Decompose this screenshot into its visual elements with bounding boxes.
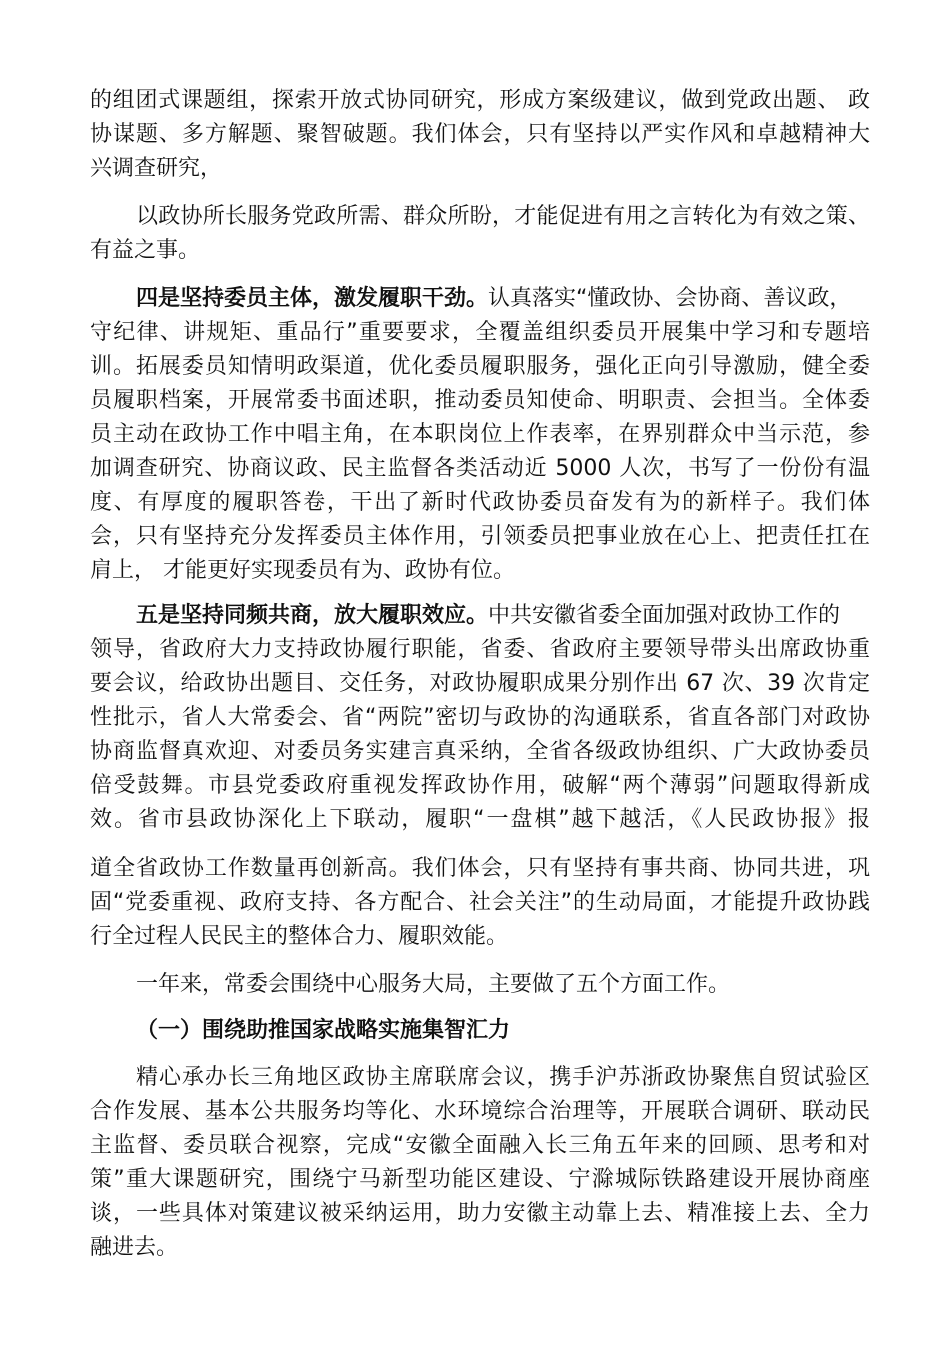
text-line: 有益之事。 — [90, 238, 201, 263]
text-line: 员主动在政协工作中唱主角，在本职岗位上作表率，在界别群众中当示范，参 — [90, 422, 870, 447]
text-line: 固“党委重视、政府支持、各方配合、社会关注”的生动局面，才能提升政协践 — [90, 890, 870, 915]
text-line: 会，只有坚持充分发挥委员主体作用，引领委员把事业放在心上、把责任扛在 — [90, 524, 870, 549]
text-line: 兴调查研究， — [90, 156, 223, 181]
paragraph-heading: 五是坚持同频共商，放大履职效应。 — [136, 603, 489, 628]
text-line: 主监督、委员联合视察，完成“安徽全面融入长三角五年来的回顾、思考和对 — [90, 1133, 870, 1158]
text-line: 度、有厚度的履职答卷，干出了新时代政协委员奋发有为的新样子。我们体 — [90, 490, 870, 515]
text-line: 领导，省政府大力支持政协履行职能，省委、省政府主要领导带头出席政协重 — [90, 637, 870, 662]
paragraph-heading: 四是坚持委员主体，激发履职干劲。 — [136, 286, 489, 311]
text-line: 性批示，省人大常委会、省“两院”密切与政协的沟通联系，省直各部门对政协 — [90, 705, 870, 730]
text-line: 的组团式课题组，探索开放式协同研究，形成方案级建议，做到党政出题、 政 — [90, 88, 870, 113]
paragraph-text: 中共安徽省委全面加强对政协工作的 — [488, 603, 841, 628]
text-line: 倍受鼓舞。市县党委政府重视发挥政协作用，破解“两个薄弱”问题取得新成 — [90, 773, 870, 798]
text-line: 员履职档案，开展常委书面述职，推动委员知使命、明职责、会担当。全体委 — [90, 388, 870, 413]
text-line: 谈，一些具体对策建议被采纳运用，助力安徽主动靠上去、精准接上去、全力 — [90, 1201, 870, 1226]
text-line: 效。省市县政协深化上下联动，履职“一盘棋”越下越活，《人民政协报》报 — [90, 807, 870, 832]
text-line: 合作发展、基本公共服务均等化、水环境综合治理等，开展联合调研、联动民 — [90, 1099, 870, 1124]
text-line: 行全过程人民民主的整体合力、履职效能。 — [90, 924, 509, 949]
text-line: 道全省政协工作数量再创新高。我们体会，只有坚持有事共商、协同共进，巩 — [90, 856, 870, 881]
paragraph-first-line — [136, 282, 870, 316]
paragraph-text: 认真落实“懂政协、会协商、善议政， — [488, 286, 852, 311]
text-line: 守纪律、讲规矩、重品行”重要要求，全覆盖组织委员开展集中学习和专题培 — [90, 320, 870, 345]
text-line: 肩上， 才能更好实现委员有为、政协有位。 — [90, 558, 515, 583]
text-line: 加调查研究、协商议政、民主监督各类活动近 5000 人次，书写了一份份有温 — [90, 456, 870, 481]
section-heading: （一）围绕助推国家战略实施集智汇力 — [136, 1018, 511, 1043]
text-line: 融进去。 — [90, 1235, 179, 1260]
text-line: 精心承办长三角地区政协主席联席会议，携手沪苏浙政协聚焦自贸试验区 — [136, 1065, 870, 1090]
text-line: 一年来，常委会围绕中心服务大局，主要做了五个方面工作。 — [136, 972, 731, 997]
text-line: 训。拓展委员知情明政渠道，优化委员履职服务，强化正向引导激励，健全委 — [90, 354, 870, 379]
text-line: 策”重大课题研究，围绕宁马新型功能区建设、宁滁城际铁路建设开展协商座 — [90, 1167, 870, 1192]
paragraph-first-line — [136, 599, 870, 633]
text-line: 要会议，给政协出题目、交任务，对政协履职成果分别作出 67 次、39 次肯定 — [90, 671, 870, 696]
text-line: 以政协所长服务党政所需、群众所盼，才能促进有用之言转化为有效之策、 — [136, 204, 870, 229]
text-line: 协谋题、多方解题、聚智破题。我们体会，只有坚持以严实作风和卓越精神大 — [90, 122, 870, 147]
text-line: 协商监督真欢迎、对委员务实建言真采纳，全省各级政协组织、广大政协委员 — [90, 739, 870, 764]
